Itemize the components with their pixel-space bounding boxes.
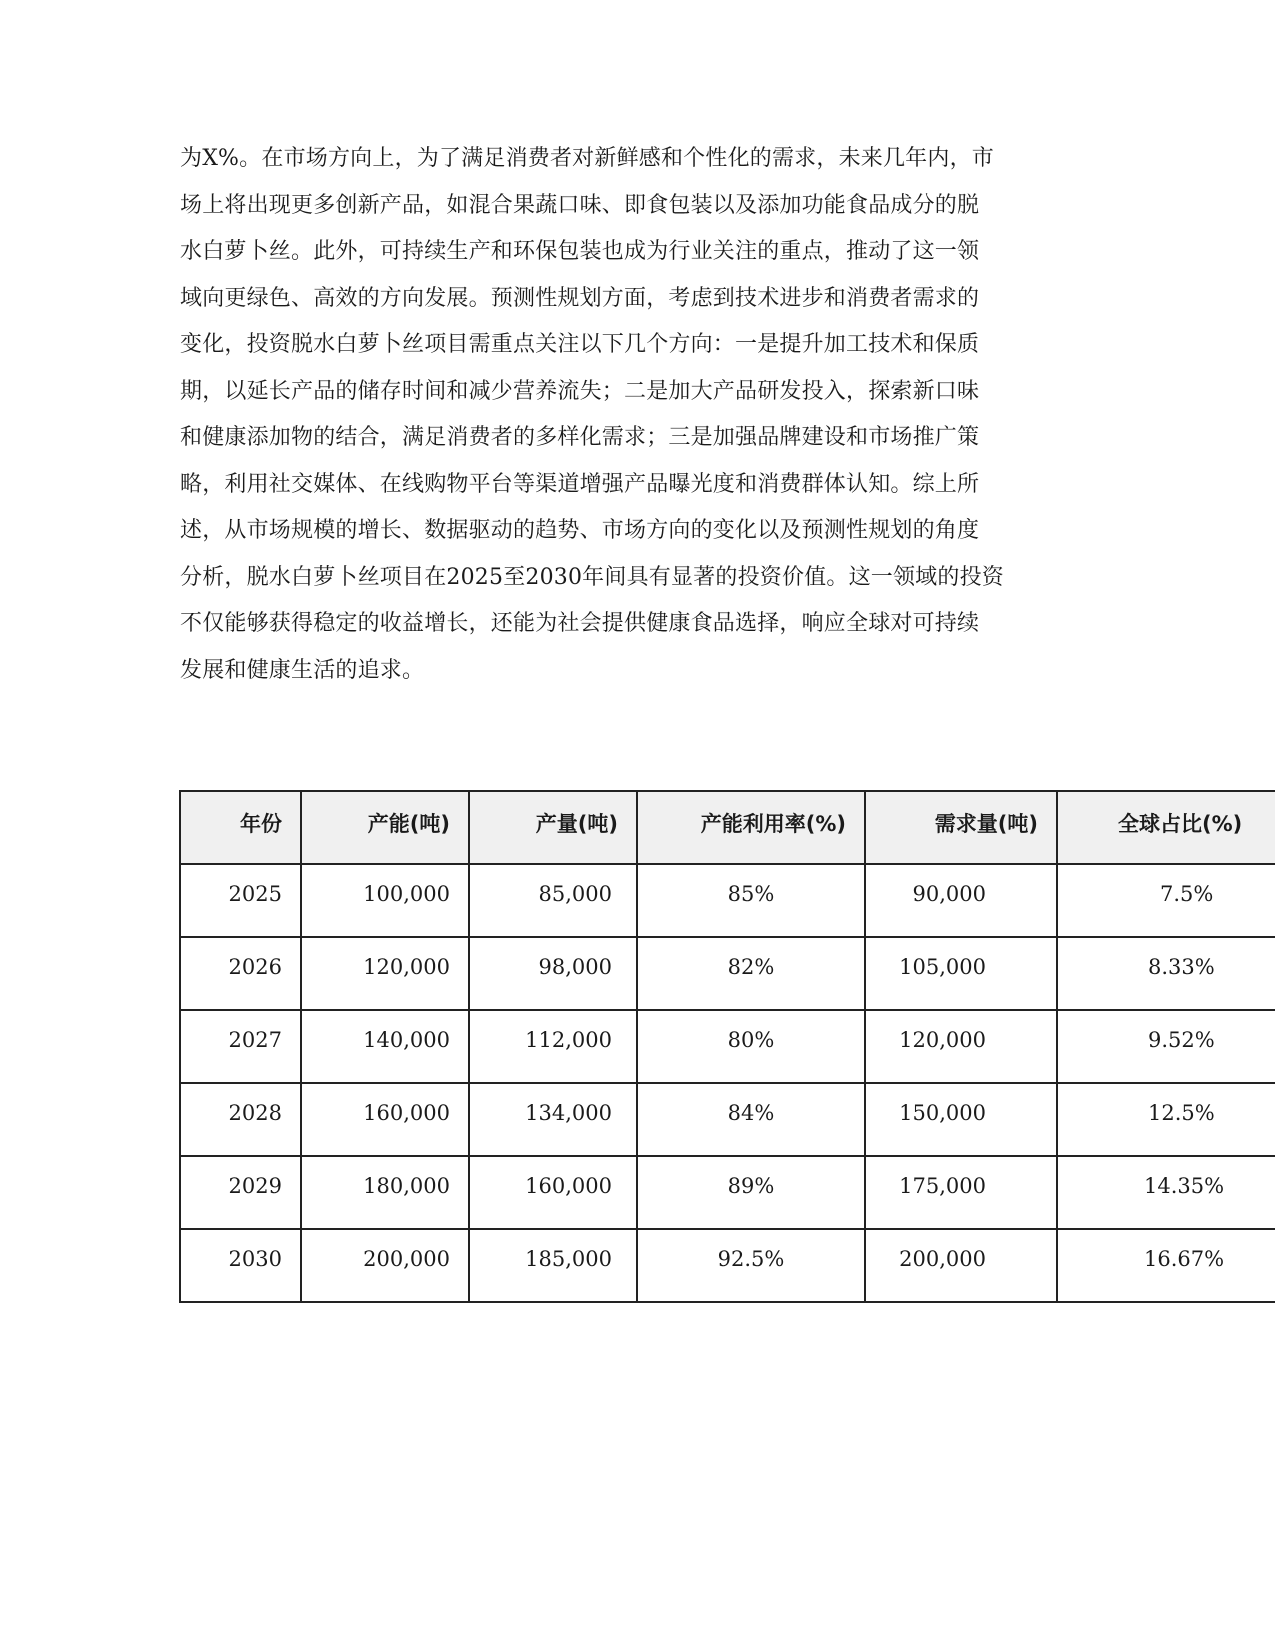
header-capacity: 产能(吨) bbox=[301, 791, 469, 864]
cell-year: 2030 bbox=[180, 1229, 301, 1302]
table-row bbox=[180, 1156, 1275, 1229]
cell-output: 85,000 bbox=[469, 864, 637, 937]
cell-output: 160,000 bbox=[469, 1156, 637, 1229]
paragraph-line: 变化，投资脱水白萝卜丝项目需重点关注以下几个方向：一是提升加工技术和保质 bbox=[180, 332, 980, 357]
cell-capacity: 160,000 bbox=[301, 1083, 469, 1156]
cell-output: 134,000 bbox=[469, 1083, 637, 1156]
cell-global-share: 9.52% bbox=[1057, 1010, 1275, 1083]
paragraph-line: 期，以延长产品的储存时间和减少营养流失；二是加大产品研发投入，探索新口味 bbox=[180, 378, 980, 404]
paragraph-line: 发展和健康生活的追求。 bbox=[180, 657, 425, 683]
cell-year: 2029 bbox=[180, 1156, 301, 1229]
paragraph-line: 和健康添加物的结合，满足消费者的多样化需求；三是加强品牌建设和市场推广策 bbox=[180, 425, 980, 450]
cell-global-share: 8.33% bbox=[1057, 937, 1275, 1010]
paragraph-line: 述，从市场规模的增长、数据驱动的趋势、市场方向的变化以及预测性规划的角度 bbox=[180, 518, 980, 543]
body-paragraph bbox=[180, 136, 1040, 694]
cell-utilization: 84% bbox=[637, 1083, 865, 1156]
header-utilization: 产能利用率(%) bbox=[637, 791, 865, 864]
cell-capacity: 140,000 bbox=[301, 1010, 469, 1083]
cell-year: 2025 bbox=[180, 864, 301, 937]
cell-global-share: 12.5% bbox=[1057, 1083, 1275, 1156]
cell-global-share: 7.5% bbox=[1057, 864, 1275, 937]
table-row bbox=[180, 1010, 1275, 1083]
cell-capacity: 100,000 bbox=[301, 864, 469, 937]
capacity-demand-table bbox=[179, 790, 1275, 1303]
paragraph-line: 不仅能够获得稳定的收益增长，还能为社会提供健康食品选择，响应全球对可持续 bbox=[180, 611, 980, 636]
cell-global-share: 14.35% bbox=[1057, 1156, 1275, 1229]
table-row bbox=[180, 937, 1275, 1010]
header-global-share: 全球占比(%) bbox=[1057, 791, 1275, 864]
cell-utilization: 92.5% bbox=[637, 1229, 865, 1302]
cell-year: 2026 bbox=[180, 937, 301, 1010]
paragraph-line: 为X%。在市场方向上，为了满足消费者对新鲜感和个性化的需求，未来几年内，市 bbox=[180, 146, 994, 171]
cell-demand: 200,000 bbox=[865, 1229, 1057, 1302]
cell-demand: 175,000 bbox=[865, 1156, 1057, 1229]
cell-output: 112,000 bbox=[469, 1010, 637, 1083]
cell-demand: 120,000 bbox=[865, 1010, 1057, 1083]
paragraph-line: 场上将出现更多创新产品，如混合果蔬口味、即食包装以及添加功能食品成分的脱 bbox=[180, 192, 980, 218]
cell-capacity: 120,000 bbox=[301, 937, 469, 1010]
paragraph-line: 水白萝卜丝。此外，可持续生产和环保包装也成为行业关注的重点，推动了这一领 bbox=[180, 239, 980, 264]
cell-output: 185,000 bbox=[469, 1229, 637, 1302]
cell-output: 98,000 bbox=[469, 937, 637, 1010]
data-table-container bbox=[179, 790, 1275, 1303]
cell-year: 2028 bbox=[180, 1083, 301, 1156]
cell-global-share: 16.67% bbox=[1057, 1229, 1275, 1302]
cell-utilization: 80% bbox=[637, 1010, 865, 1083]
header-output: 产量(吨) bbox=[469, 791, 637, 864]
paragraph-line: 域向更绿色、高效的方向发展。预测性规划方面，考虑到技术进步和消费者需求的 bbox=[180, 285, 980, 311]
table-header-row bbox=[180, 791, 1275, 864]
cell-capacity: 200,000 bbox=[301, 1229, 469, 1302]
table-row bbox=[180, 1083, 1275, 1156]
cell-demand: 150,000 bbox=[865, 1083, 1057, 1156]
cell-year: 2027 bbox=[180, 1010, 301, 1083]
cell-utilization: 85% bbox=[637, 864, 865, 937]
paragraph-line: 略，利用社交媒体、在线购物平台等渠道增强产品曝光度和消费群体认知。综上所 bbox=[180, 471, 980, 497]
cell-utilization: 82% bbox=[637, 937, 865, 1010]
header-demand: 需求量(吨) bbox=[865, 791, 1057, 864]
header-year: 年份 bbox=[180, 791, 301, 864]
cell-capacity: 180,000 bbox=[301, 1156, 469, 1229]
table-row bbox=[180, 864, 1275, 937]
cell-utilization: 89% bbox=[637, 1156, 865, 1229]
paragraph-line: 分析，脱水白萝卜丝项目在2025至2030年间具有显著的投资价值。这一领域的投资 bbox=[180, 564, 1004, 590]
table-row bbox=[180, 1229, 1275, 1302]
cell-demand: 105,000 bbox=[865, 937, 1057, 1010]
cell-demand: 90,000 bbox=[865, 864, 1057, 937]
